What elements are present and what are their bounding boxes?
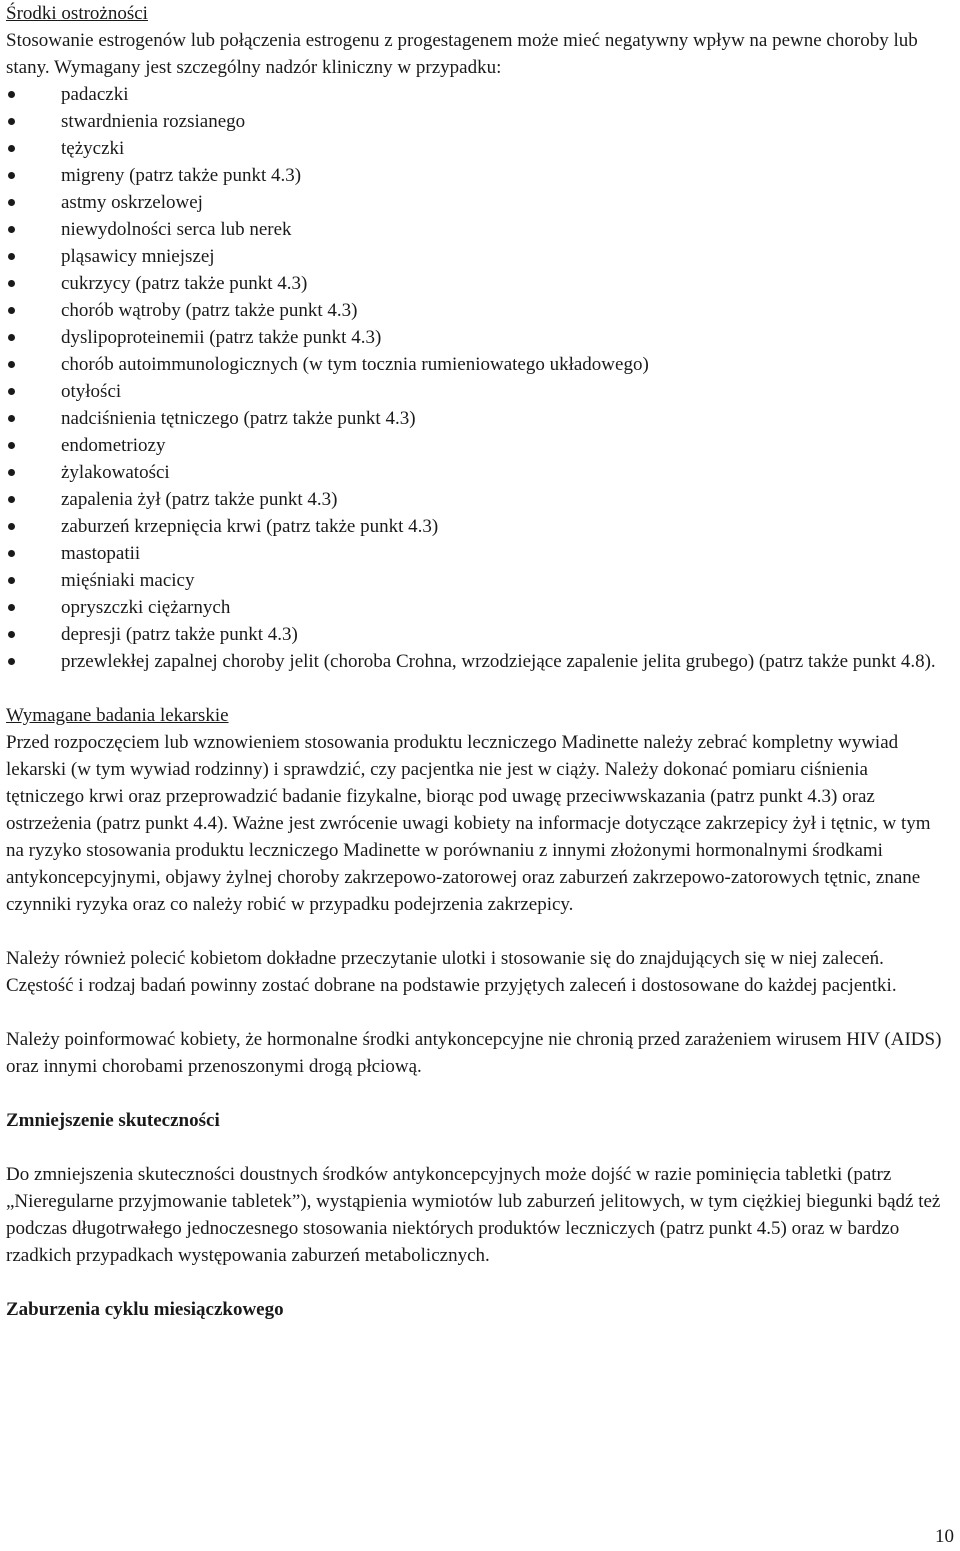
exams-paragraph-3: Należy poinformować kobiety, że hormonalne środki antykoncepcyjne nie chronią przed zarażeniem wirusem HIV (AIDS) oraz innymi chorobami przenoszonymi drogą płciową. <box>6 1029 942 1077</box>
section-heading-cycle: Zaburzenia cyklu miesiączkowego <box>6 1299 284 1320</box>
list-item: przewlekłej zapalnej choroby jelit (choroba Crohna, wrzodziejące zapalenie jelita grubego) (patrz także punkt 4.8). <box>6 648 946 675</box>
list-item: cukrzycy (patrz także punkt 4.3) <box>6 270 946 297</box>
precautions-list <box>6 81 946 675</box>
list-item: astmy oskrzelowej <box>6 189 946 216</box>
list-item: zaburzeń krzepnięcia krwi (patrz także punkt 4.3) <box>6 513 946 540</box>
precautions-intro: Stosowanie estrogenów lub połączenia estrogenu z progestagenem może mieć negatywny wpływ na pewne choroby lub stany. Wymagany jest szczególny nadzór kliniczny w przypadku: <box>6 30 918 78</box>
section-heading-exams: Wymagane badania lekarskie <box>6 705 229 726</box>
list-item: żylakowatości <box>6 459 946 486</box>
section-heading-precautions: Środki ostrożności <box>6 3 148 24</box>
list-item: dyslipoproteinemii (patrz także punkt 4.3) <box>6 324 946 351</box>
list-item: zapalenia żył (patrz także punkt 4.3) <box>6 486 946 513</box>
section-heading-efficacy: Zmniejszenie skuteczności <box>6 1110 220 1131</box>
list-item: endometriozy <box>6 432 946 459</box>
list-item: migreny (patrz także punkt 4.3) <box>6 162 946 189</box>
list-item: nadciśnienia tętniczego (patrz także punkt 4.3) <box>6 405 946 432</box>
list-item: chorób wątroby (patrz także punkt 4.3) <box>6 297 946 324</box>
list-item: niewydolności serca lub nerek <box>6 216 946 243</box>
list-item: mastopatii <box>6 540 946 567</box>
list-item: depresji (patrz także punkt 4.3) <box>6 621 946 648</box>
document-page <box>6 0 946 1323</box>
list-item: padaczki <box>6 81 946 108</box>
exams-paragraph-2: Należy również polecić kobietom dokładne przeczytanie ulotki i stosowanie się do znajdujących się w niej zaleceń. Częstość i rodzaj badań powinny zostać dobrane na podstawie przyjętych zaleceń i dostosowane do każdej pacjentki. <box>6 948 897 996</box>
list-item: pląsawicy mniejszej <box>6 243 946 270</box>
list-item: tężyczki <box>6 135 946 162</box>
page-number: 10 <box>935 1526 954 1547</box>
list-item: stwardnienia rozsianego <box>6 108 946 135</box>
list-item: mięśniaki macicy <box>6 567 946 594</box>
list-item: opryszczki ciężarnych <box>6 594 946 621</box>
efficacy-paragraph: Do zmniejszenia skuteczności doustnych środków antykoncepcyjnych może dojść w razie pominięcia tabletki (patrz „Nieregularne przyjmowanie tabletek”), wystąpienia wymiotów lub zaburzeń jelitowych, w tym ciężkiej biegunki bądź też podczas długotrwałego jednoczesnego stosowania niektórych produktów leczniczych (patrz punkt 4.5) oraz w bardzo rzadkich przypadkach występowania zaburzeń metabolicznych. <box>6 1164 941 1266</box>
list-item: chorób autoimmunologicznych (w tym tocznia rumieniowatego układowego) <box>6 351 946 378</box>
exams-paragraph-1: Przed rozpoczęciem lub wznowieniem stosowania produktu leczniczego Madinette należy zebrać kompletny wywiad lekarski (w tym wywiad rodzinny) i sprawdzić, czy pacjentka nie jest w ciąży. Należy dokonać pomiaru ciśnienia tętniczego krwi oraz przeprowadzić badanie fizykalne, biorąc pod uwagę przeciwwskazania (patrz punkt 4.3) oraz ostrzeżenia (patrz punkt 4.4). Ważne jest zwrócenie uwagi kobiety na informacje dotyczące zakrzepicy żył i tętnic, w tym na ryzyko stosowania produktu leczniczego Madinette w porównaniu z innymi złożonymi hormonalnymi środkami antykoncepcyjnymi, objawy żylnej choroby zakrzepowo-zatorowej oraz zaburzeń zakrzepowo-zatorowych tętnic, znane czynniki ryzyka oraz co należy robić w przypadku podejrzenia zakrzepicy. <box>6 732 931 915</box>
list-item: otyłości <box>6 378 946 405</box>
